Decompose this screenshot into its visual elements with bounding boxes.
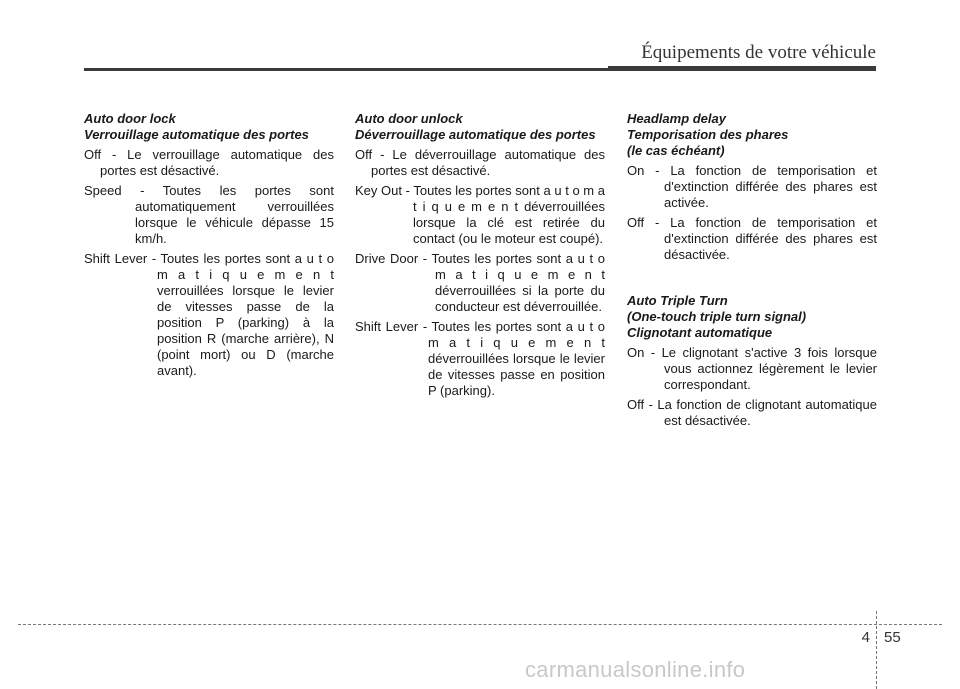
section-title-en: Headlamp delay	[627, 111, 726, 126]
section-title-fr: Verrouillage automatique des portes	[84, 127, 309, 142]
section-title-en: Auto door unlock	[355, 111, 463, 126]
section-title-en: Auto Triple Turn	[627, 293, 728, 308]
page-number: 55	[884, 629, 901, 646]
section-title-fr: Déverrouillage automatique des portes	[355, 127, 596, 142]
entry-key-out: Key Out - Toutes les portes sont a u t o m a t i q u e m e n t déverrouillées lorsque la clé est retirée du contact (ou le moteur est coupé).	[355, 183, 605, 246]
chapter-number: 4	[861, 629, 870, 646]
column-auto-door-unlock	[355, 111, 605, 417]
entry-off: Off - La fonction de clignotant automatique est désactivée.	[627, 397, 877, 428]
entry-shift-lever: Shift Lever - Toutes les portes sont a u t o m a t i q u e m e n t verrouillées lorsque le levier de vitesses passe de la position P (parking) à la position R (marche arrière), N (point mort) ou D (marche avant).	[84, 251, 334, 378]
entry-off: Off - La fonction de temporisation et d'extinction différée des phares est désactivée.	[627, 215, 877, 262]
watermark-text: carmanualsonline.info	[525, 657, 746, 682]
section-title-note: (le cas échéant)	[627, 143, 725, 158]
footer-dashed-divider	[876, 611, 877, 689]
entry-off: Off - Le déverrouillage automatique des portes est désactivé.	[355, 147, 605, 178]
entry-on: On - Le clignotant s'active 3 fois lorsque vous actionnez légèrement le levier correspondant.	[627, 345, 877, 392]
section-title-en: Auto door lock	[84, 111, 176, 126]
entry-on: On - La fonction de temporisation et d'extinction différée des phares est activée.	[627, 163, 877, 210]
footer-dashed-rule	[18, 624, 942, 625]
section-title-fr: Clignotant automatique	[627, 325, 773, 340]
entry-drive-door: Drive Door - Toutes les portes sont a u t o m a t i q u e m e n t déverrouillées si la porte du conducteur est déverrouillée.	[355, 251, 605, 314]
header-rule	[84, 68, 876, 71]
column-headlamp-turn	[627, 111, 877, 447]
section-title-en-sub: (One-touch triple turn signal)	[627, 309, 807, 324]
section-title-fr: Temporisation des phares	[627, 127, 789, 142]
section-header-title: Équipements de votre véhicule	[641, 42, 876, 63]
entry-speed: Speed - Toutes les portes sont automatiquement verrouillées lorsque le véhicule dépasse 15 km/h.	[84, 183, 334, 246]
entry-shift-lever: Shift Lever - Toutes les portes sont a u t o m a t i q u e m e n t déverrouillées lorsque le levier de vitesses passe en position P (parking).	[355, 319, 605, 398]
column-auto-door-lock	[84, 111, 334, 397]
entry-off: Off - Le verrouillage automatique des portes est désactivé.	[84, 147, 334, 178]
